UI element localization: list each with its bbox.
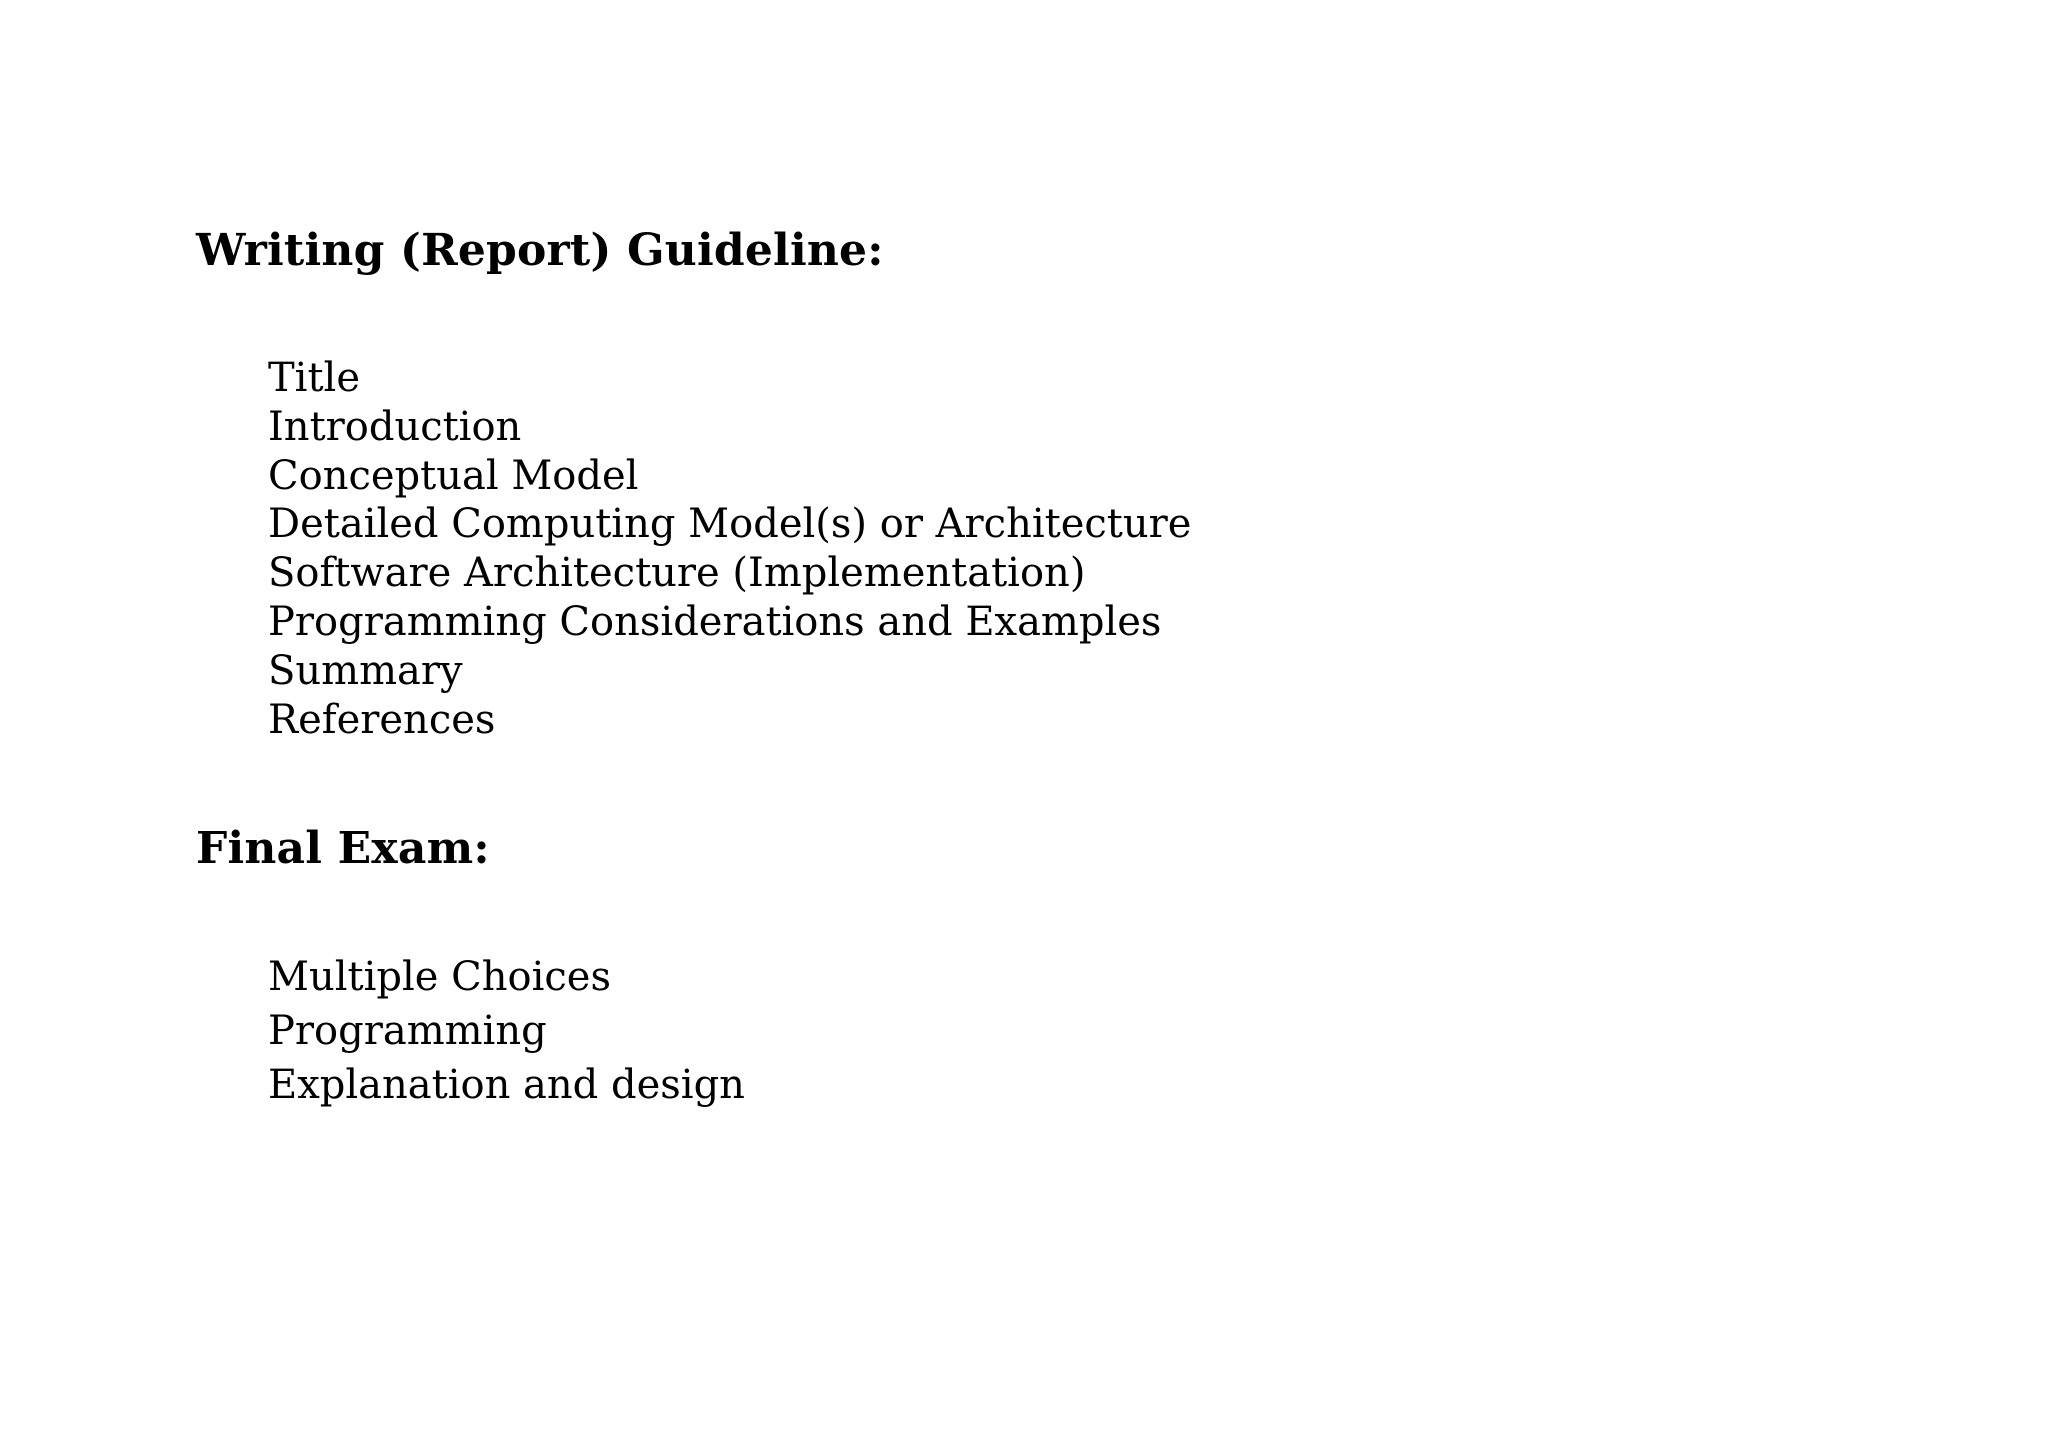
final-exam-heading: Final Exam:: [196, 823, 490, 874]
list-item: Detailed Computing Model(s) or Architecture: [268, 501, 1192, 548]
list-item: Conceptual Model: [268, 452, 639, 499]
report-guideline-heading: Writing (Report) Guideline:: [196, 225, 884, 276]
list-item: Title: [268, 355, 361, 401]
final-exam-list: [268, 950, 745, 1112]
list-item: Summary: [268, 647, 463, 694]
list-item: Programming: [268, 1008, 547, 1054]
list-item: Programming Considerations and Examples: [268, 598, 1162, 645]
report-guideline-list: [268, 354, 1191, 744]
list-item: Multiple Choices: [268, 954, 612, 1000]
list-item: Software Architecture (Implementation): [268, 550, 1086, 597]
list-item: References: [268, 696, 496, 743]
list-item: Introduction: [268, 403, 522, 450]
list-item: Explanation and design: [268, 1062, 745, 1108]
